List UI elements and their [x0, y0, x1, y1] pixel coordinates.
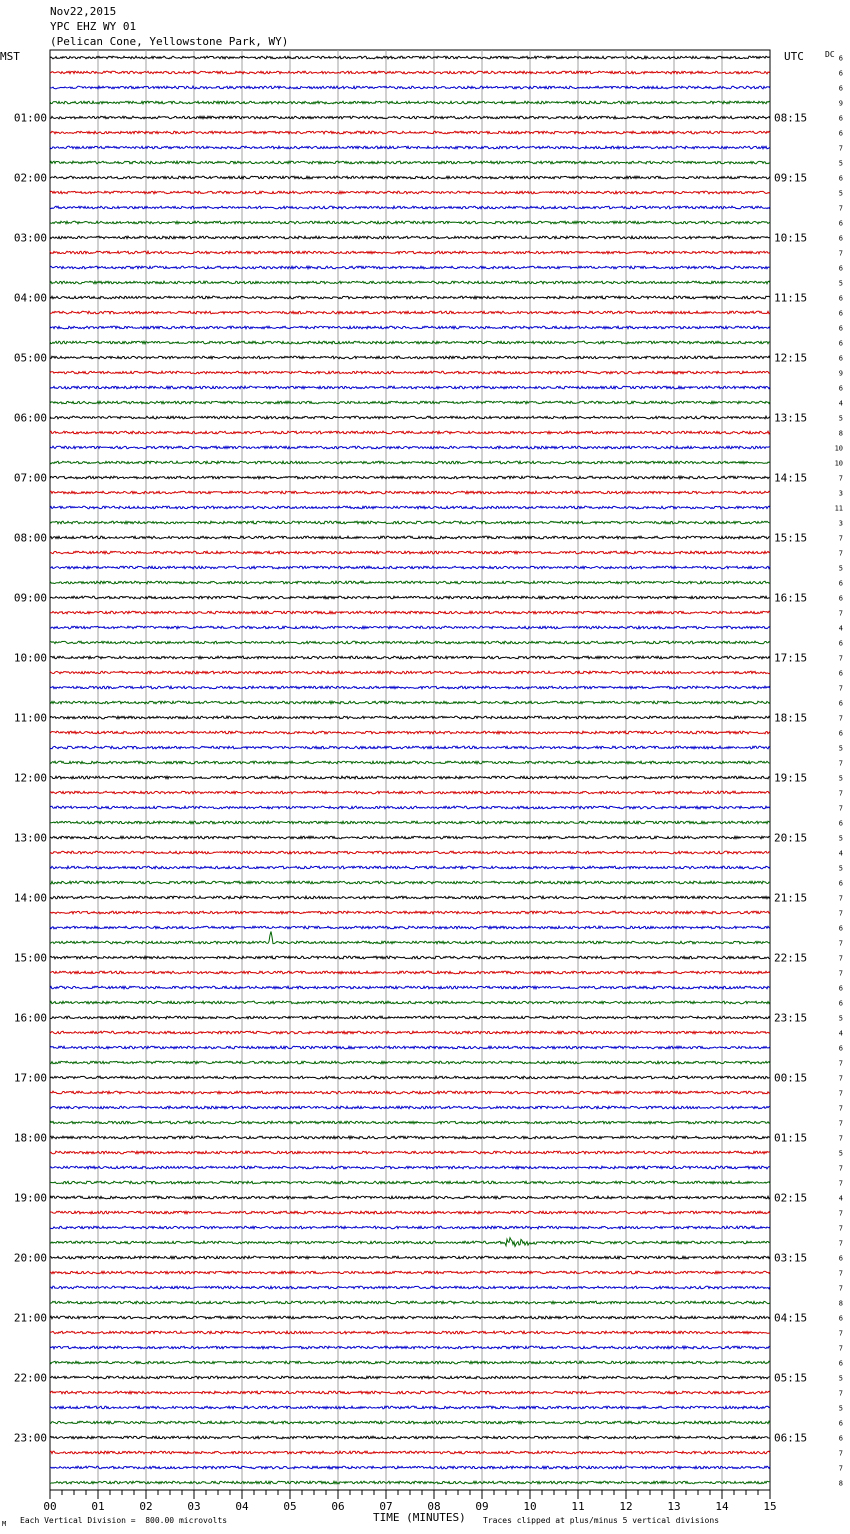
x-tick-label: 09	[475, 1500, 489, 1513]
dc-offset-label: 7	[838, 1329, 843, 1338]
dc-offset-label: 3	[838, 489, 843, 498]
trace-row	[50, 1361, 770, 1364]
trace-row	[50, 1466, 770, 1469]
trace-row	[50, 566, 770, 569]
dc-offset-label: 6	[838, 114, 843, 123]
trace-row	[50, 191, 770, 194]
dc-offset-label: 6	[838, 264, 843, 273]
trace-row	[50, 596, 770, 599]
hour-label-left: 05:00	[13, 351, 47, 365]
trace-row	[50, 296, 770, 299]
trace-row	[50, 206, 770, 209]
dc-offset-label: 6	[838, 309, 843, 318]
dc-offset-label: 6	[838, 1419, 843, 1428]
hour-label-right: 23:15	[774, 1011, 808, 1025]
hour-label-right: 08:15	[774, 111, 808, 125]
trace-row	[50, 1271, 770, 1274]
hour-label-left: 20:00	[13, 1251, 47, 1265]
dc-offset-label: 6	[838, 324, 843, 333]
dc-offset-label: 4	[838, 399, 843, 408]
trace-row	[50, 821, 770, 824]
trace-row	[50, 986, 770, 989]
trace-row	[50, 1121, 770, 1124]
trace-row	[50, 1136, 770, 1139]
trace-row	[50, 866, 770, 869]
trace-row	[50, 1436, 770, 1439]
dc-offset-label: 6	[838, 339, 843, 348]
trace-row	[50, 1181, 770, 1184]
dc-offset-label: 7	[838, 1104, 843, 1113]
dc-offset-label: 7	[838, 1239, 843, 1248]
hour-label-left: 08:00	[13, 531, 47, 545]
dc-offset-label: 5	[838, 159, 843, 168]
dc-offset-label: 6	[838, 729, 843, 738]
dc-offset-label: 7	[838, 1269, 843, 1278]
dc-offset-label: 7	[838, 1344, 843, 1353]
dc-offset-label: 6	[838, 294, 843, 303]
hour-label-right: 20:15	[774, 831, 808, 845]
hour-label-left: 10:00	[13, 651, 47, 665]
dc-offset-label: 7	[838, 714, 843, 723]
hour-label-right: 14:15	[774, 471, 808, 485]
dc-offset-label: 6	[838, 384, 843, 393]
hour-label-right: 05:15	[774, 1371, 808, 1385]
dc-offset-label: 6	[838, 1314, 843, 1323]
trace-row	[50, 932, 770, 944]
hour-label-left: 13:00	[13, 831, 47, 845]
hour-label-right: 04:15	[774, 1311, 808, 1325]
dc-offset-label: 5	[838, 834, 843, 843]
dc-offset-label: 7	[838, 1059, 843, 1068]
trace-row	[50, 1376, 770, 1379]
dc-offset-label: 7	[838, 1224, 843, 1233]
dc-offset-label: 7	[838, 804, 843, 813]
vertical-division-note: Each Vertical Division = 800.00 microvolts	[20, 1516, 228, 1525]
dc-offset-label: 6	[838, 1359, 843, 1368]
hour-label-left: 03:00	[13, 231, 47, 245]
trace-row	[50, 251, 770, 254]
hour-label-left: 17:00	[13, 1071, 47, 1085]
hour-label-left: 06:00	[13, 411, 47, 425]
x-tick-label: 12	[619, 1500, 633, 1513]
dc-offset-label: 11	[834, 504, 843, 513]
dc-offset-label: 6	[838, 1434, 843, 1443]
dc-offset-label: 5	[838, 564, 843, 573]
trace-row	[50, 1151, 770, 1154]
trace-row	[50, 1211, 770, 1214]
dc-label: DC	[825, 50, 835, 59]
trace-row	[50, 656, 770, 659]
trace-row	[50, 431, 770, 434]
trace-row	[50, 266, 770, 269]
trace-row	[50, 326, 770, 329]
dc-offset-label: 6	[838, 69, 843, 78]
trace-row	[50, 746, 770, 749]
trace-row	[50, 836, 770, 839]
hour-label-left: 22:00	[13, 1371, 47, 1385]
hour-label-left: 16:00	[13, 1011, 47, 1025]
dc-offset-label: 5	[838, 1404, 843, 1413]
trace-row	[50, 1061, 770, 1064]
hour-label-right: 11:15	[774, 291, 808, 305]
trace-row	[50, 1238, 770, 1247]
trace-row	[50, 761, 770, 764]
trace-row	[50, 1166, 770, 1169]
x-tick-label: 01	[91, 1500, 105, 1513]
hour-label-left: 11:00	[13, 711, 47, 725]
dc-offset-label: 6	[838, 354, 843, 363]
trace-row	[50, 1031, 770, 1034]
dc-offset-label: 4	[838, 849, 843, 858]
x-tick-label: 02	[139, 1500, 153, 1513]
dc-offset-label: 6	[838, 879, 843, 888]
dc-offset-label: 6	[838, 234, 843, 243]
trace-row	[50, 1301, 770, 1304]
trace-row	[50, 1046, 770, 1049]
dc-offset-label: 7	[838, 1284, 843, 1293]
dc-offset-label: 7	[838, 1389, 843, 1398]
hour-label-right: 09:15	[774, 171, 808, 185]
trace-row	[50, 176, 770, 179]
trace-row	[50, 356, 770, 359]
trace-row	[50, 311, 770, 314]
dc-offset-label: 7	[838, 654, 843, 663]
trace-row	[50, 1451, 770, 1454]
dc-offset-label: 8	[838, 429, 843, 438]
hour-label-right: 15:15	[774, 531, 808, 545]
hour-label-right: 03:15	[774, 1251, 808, 1265]
dc-offset-label: 7	[838, 969, 843, 978]
dc-offset-label: 7	[838, 144, 843, 153]
hour-label-left: 18:00	[13, 1131, 47, 1145]
trace-row	[50, 56, 770, 59]
dc-offset-label: 5	[838, 189, 843, 198]
trace-row	[50, 881, 770, 884]
dc-offset-label: 6	[838, 819, 843, 828]
dc-offset-label: 7	[838, 1179, 843, 1188]
trace-row	[50, 581, 770, 584]
trace-row	[50, 1076, 770, 1079]
trace-row	[50, 731, 770, 734]
x-axis-label: TIME (MINUTES)	[373, 1511, 466, 1524]
date-label: Nov22,2015	[50, 5, 117, 18]
dc-offset-label: 8	[838, 1299, 843, 1308]
trace-row	[50, 1316, 770, 1319]
dc-offset-label: 5	[838, 1014, 843, 1023]
trace-row	[50, 1001, 770, 1004]
trace-row	[50, 401, 770, 404]
dc-offset-label: 6	[838, 639, 843, 648]
trace-row	[50, 1226, 770, 1229]
hour-label-right: 19:15	[774, 771, 808, 785]
dc-offset-label: 7	[838, 549, 843, 558]
dc-offset-label: 6	[838, 984, 843, 993]
trace-row	[50, 551, 770, 554]
hour-label-left: 12:00	[13, 771, 47, 785]
trace-row	[50, 1481, 770, 1484]
station-label: YPC EHZ WY 01	[50, 20, 137, 33]
dc-offset-label: 10	[834, 444, 843, 453]
dc-offset-label: 7	[838, 1074, 843, 1083]
hour-label-right: 22:15	[774, 951, 808, 965]
dc-offset-label: 10	[834, 459, 843, 468]
dc-offset-label: 7	[838, 939, 843, 948]
dc-offset-label: 7	[838, 1464, 843, 1473]
hour-label-right: 13:15	[774, 411, 808, 425]
trace-row	[50, 101, 770, 104]
dc-offset-label: 7	[838, 609, 843, 618]
x-tick-label: 03	[187, 1500, 201, 1513]
dc-offset-label: 4	[838, 1194, 843, 1203]
dc-offset-label: 6	[838, 54, 843, 63]
trace-row	[50, 1346, 770, 1349]
clip-note: Traces clipped at plus/minus 5 vertical divisions	[483, 1516, 720, 1525]
trace-row	[50, 221, 770, 224]
dc-offset-label: 7	[838, 474, 843, 483]
dc-offset-label: 7	[838, 1449, 843, 1458]
trace-row	[50, 896, 770, 899]
trace-row	[50, 71, 770, 74]
dc-offset-label: 6	[838, 1044, 843, 1053]
dc-offset-label: 6	[838, 669, 843, 678]
dc-offset-label: 4	[838, 624, 843, 633]
dc-offset-label: 7	[838, 789, 843, 798]
dc-offset-label: 5	[838, 1374, 843, 1383]
hour-label-left: 21:00	[13, 1311, 47, 1325]
dc-offset-label: 9	[838, 369, 843, 378]
hour-label-right: 16:15	[774, 591, 808, 605]
x-tick-label: 08	[427, 1500, 441, 1513]
dc-offset-label: 7	[838, 909, 843, 918]
trace-row	[50, 911, 770, 914]
trace-row	[50, 1196, 770, 1199]
hour-label-right: 01:15	[774, 1131, 808, 1145]
trace-row	[50, 1331, 770, 1334]
trace-row	[50, 641, 770, 644]
trace-row	[50, 626, 770, 629]
trace-row	[50, 536, 770, 539]
dc-offset-label: 7	[838, 1119, 843, 1128]
hour-label-right: 18:15	[774, 711, 808, 725]
footer-mark: M	[2, 1520, 7, 1528]
trace-row	[50, 686, 770, 689]
trace-row	[50, 1016, 770, 1019]
hour-label-left: 01:00	[13, 111, 47, 125]
dc-offset-label: 7	[838, 1164, 843, 1173]
hour-label-left: 15:00	[13, 951, 47, 965]
hour-label-left: 09:00	[13, 591, 47, 605]
trace-row	[50, 341, 770, 344]
x-tick-label: 04	[235, 1500, 249, 1513]
dc-offset-label: 6	[838, 174, 843, 183]
dc-offset-label: 7	[838, 204, 843, 213]
dc-offset-label: 5	[838, 774, 843, 783]
dc-offset-label: 5	[838, 279, 843, 288]
trace-row	[50, 1391, 770, 1394]
x-tick-label: 11	[571, 1500, 585, 1513]
dc-offset-label: 6	[838, 999, 843, 1008]
x-tick-label: 14	[715, 1500, 729, 1513]
hour-label-left: 14:00	[13, 891, 47, 905]
hour-label-left: 19:00	[13, 1191, 47, 1205]
trace-row	[50, 701, 770, 704]
dc-offset-label: 5	[838, 864, 843, 873]
trace-row	[50, 1091, 770, 1094]
hour-label-right: 12:15	[774, 351, 808, 365]
trace-row	[50, 1406, 770, 1409]
dc-offset-label: 8	[838, 1479, 843, 1488]
trace-row	[50, 446, 770, 449]
trace-row	[50, 716, 770, 719]
trace-row	[50, 926, 770, 929]
trace-row	[50, 971, 770, 974]
trace-row	[50, 476, 770, 479]
hour-label-right: 21:15	[774, 891, 808, 905]
dc-offset-label: 5	[838, 414, 843, 423]
hour-label-right: 17:15	[774, 651, 808, 665]
trace-row	[50, 386, 770, 389]
x-tick-label: 00	[43, 1500, 57, 1513]
dc-offset-label: 6	[838, 594, 843, 603]
trace-row	[50, 116, 770, 119]
dc-offset-label: 7	[838, 684, 843, 693]
trace-row	[50, 371, 770, 374]
trace-row	[50, 851, 770, 854]
trace-row	[50, 86, 770, 89]
trace-row	[50, 956, 770, 959]
hour-label-left: 02:00	[13, 171, 47, 185]
dc-offset-label: 7	[838, 954, 843, 963]
trace-row	[50, 491, 770, 494]
plot-frame	[50, 50, 770, 1490]
x-tick-label: 13	[667, 1500, 681, 1513]
dc-offset-label: 7	[838, 759, 843, 768]
hour-label-left: 23:00	[13, 1431, 47, 1445]
dc-offset-label: 6	[838, 84, 843, 93]
dc-offset-label: 6	[838, 699, 843, 708]
hour-label-right: 06:15	[774, 1431, 808, 1445]
dc-offset-label: 7	[838, 249, 843, 258]
dc-offset-label: 7	[838, 1134, 843, 1143]
trace-row	[50, 1256, 770, 1259]
trace-row	[50, 461, 770, 464]
dc-offset-label: 7	[838, 534, 843, 543]
x-tick-label: 06	[331, 1500, 345, 1513]
x-tick-label: 15	[763, 1500, 777, 1513]
trace-row	[50, 611, 770, 614]
right-timezone-label: UTC	[784, 50, 804, 63]
left-timezone-label: MST	[0, 50, 20, 63]
hour-label-right: 10:15	[774, 231, 808, 245]
trace-row	[50, 416, 770, 419]
dc-offset-label: 6	[838, 924, 843, 933]
trace-row	[50, 806, 770, 809]
trace-row	[50, 671, 770, 674]
x-tick-label: 05	[283, 1500, 297, 1513]
dc-offset-label: 4	[838, 1029, 843, 1038]
dc-offset-label: 5	[838, 744, 843, 753]
dc-offset-label: 9	[838, 99, 843, 108]
hour-label-left: 04:00	[13, 291, 47, 305]
dc-offset-label: 6	[838, 129, 843, 138]
trace-row	[50, 146, 770, 149]
trace-row	[50, 776, 770, 779]
dc-offset-label: 7	[838, 1209, 843, 1218]
hour-label-left: 07:00	[13, 471, 47, 485]
location-label: (Pelican Cone, Yellowstone Park, WY)	[50, 35, 289, 48]
x-tick-label: 10	[523, 1500, 537, 1513]
hour-label-right: 02:15	[774, 1191, 808, 1205]
dc-offset-label: 7	[838, 894, 843, 903]
hour-label-right: 00:15	[774, 1071, 808, 1085]
dc-offset-label: 5	[838, 1149, 843, 1158]
trace-row	[50, 236, 770, 239]
dc-offset-label: 6	[838, 579, 843, 588]
dc-offset-label: 3	[838, 519, 843, 528]
trace-row	[50, 521, 770, 524]
trace-row	[50, 161, 770, 164]
dc-offset-label: 7	[838, 1089, 843, 1098]
trace-row	[50, 1421, 770, 1424]
dc-offset-label: 6	[838, 1254, 843, 1263]
trace-row	[50, 1106, 770, 1109]
trace-row	[50, 791, 770, 794]
trace-row	[50, 131, 770, 134]
trace-row	[50, 1286, 770, 1289]
dc-offset-label: 6	[838, 219, 843, 228]
x-tick-label: 07	[379, 1500, 393, 1513]
trace-row	[50, 281, 770, 284]
trace-row	[50, 506, 770, 509]
